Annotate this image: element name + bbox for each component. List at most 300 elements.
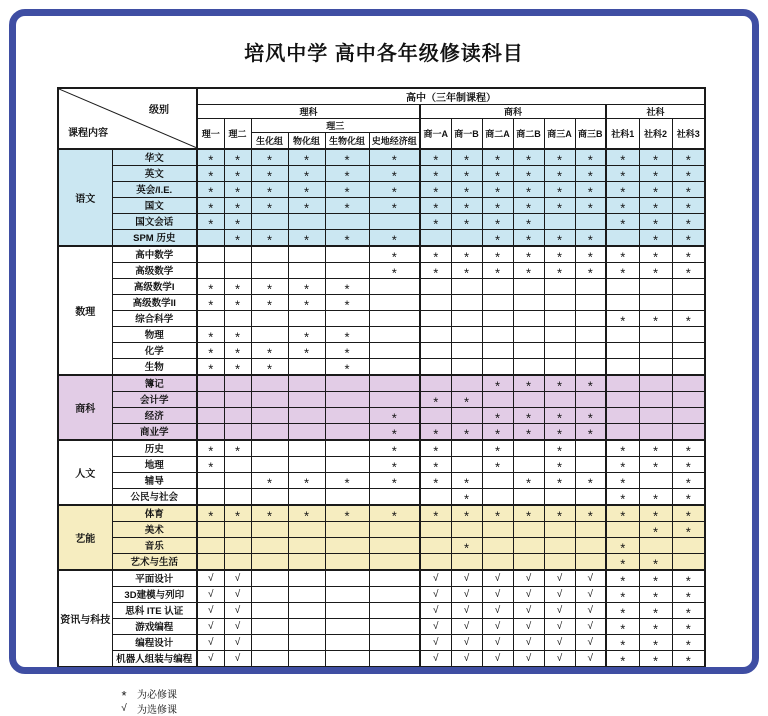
required-mark-cell	[420, 423, 451, 440]
mark: *	[587, 200, 593, 213]
mark: *	[234, 281, 241, 294]
mark: *	[685, 475, 691, 488]
legend-elective-line	[118, 701, 768, 716]
empty-cell	[451, 440, 482, 457]
subject-label: 辅导	[112, 472, 197, 488]
mark: *	[685, 637, 691, 650]
empty-cell	[544, 213, 575, 229]
empty-cell	[513, 294, 544, 310]
required-mark-cell	[288, 165, 325, 181]
empty-cell	[251, 570, 288, 587]
empty-cell	[224, 310, 251, 326]
mark: *	[433, 265, 439, 278]
mark: *	[685, 443, 691, 456]
empty-cell	[544, 553, 575, 570]
required-mark-cell	[325, 229, 369, 246]
empty-cell	[513, 358, 544, 375]
elective-mark-cell	[197, 650, 224, 667]
empty-cell	[325, 440, 369, 457]
elective-mark-cell	[224, 618, 251, 634]
subject-label: 高中数学	[112, 246, 197, 263]
column-header: 理二	[224, 119, 251, 149]
required-mark-cell	[369, 423, 420, 440]
empty-cell	[197, 407, 224, 423]
empty-cell	[639, 537, 672, 553]
required-mark-cell	[420, 391, 451, 407]
required-mark-cell	[369, 149, 420, 166]
required-mark-cell	[224, 505, 251, 522]
mark: *	[652, 621, 659, 634]
subject-label: 历史	[112, 440, 197, 457]
mark: *	[208, 297, 214, 310]
mark: *	[494, 200, 501, 213]
elective-mark-cell	[482, 570, 513, 587]
mark: √	[208, 636, 214, 648]
empty-cell	[288, 602, 325, 618]
required-mark-cell	[606, 310, 639, 326]
required-mark-cell	[224, 181, 251, 197]
empty-cell	[606, 407, 639, 423]
required-mark-cell	[513, 165, 544, 181]
mark: √	[556, 588, 563, 600]
required-mark-cell	[482, 407, 513, 423]
empty-cell	[451, 342, 482, 358]
mark: *	[433, 200, 439, 213]
required-mark-cell	[544, 197, 575, 213]
empty-cell	[197, 553, 224, 570]
empty-cell	[224, 537, 251, 553]
required-mark-cell	[251, 229, 288, 246]
required-mark-cell	[606, 586, 639, 602]
empty-cell	[224, 375, 251, 392]
required-mark-cell	[544, 149, 575, 166]
mark: *	[494, 168, 501, 181]
elective-mark-cell	[224, 650, 251, 667]
mark: √	[494, 652, 501, 664]
table-row	[58, 294, 705, 310]
table-row	[58, 602, 705, 618]
required-mark-cell	[639, 181, 672, 197]
required-mark-cell	[513, 229, 544, 246]
empty-cell	[197, 375, 224, 392]
mark: *	[303, 297, 310, 310]
mark: √	[208, 620, 214, 632]
column-header: 商一B	[451, 119, 482, 149]
mark: *	[620, 637, 626, 650]
empty-cell	[575, 213, 606, 229]
empty-cell	[251, 407, 288, 423]
required-mark-cell	[482, 149, 513, 166]
required-mark-cell	[224, 440, 251, 457]
empty-cell	[606, 278, 639, 294]
mark: *	[525, 152, 532, 165]
empty-cell	[420, 375, 451, 392]
required-mark-cell	[288, 229, 325, 246]
required-mark-cell	[575, 149, 606, 166]
mark: *	[303, 281, 310, 294]
empty-cell	[288, 391, 325, 407]
required-mark-cell	[606, 570, 639, 587]
mark: *	[463, 540, 470, 553]
empty-cell	[606, 521, 639, 537]
empty-cell	[639, 326, 672, 342]
required-mark-cell	[369, 407, 420, 423]
subject-label: 平面设计	[112, 570, 197, 587]
empty-cell	[575, 521, 606, 537]
required-mark-cell	[197, 505, 224, 522]
empty-cell	[288, 650, 325, 667]
column-header-li3: 理三	[251, 119, 420, 133]
elective-mark-cell	[575, 618, 606, 634]
mark: *	[525, 265, 532, 278]
empty-cell	[451, 358, 482, 375]
elective-mark-cell	[197, 618, 224, 634]
required-mark-cell	[325, 326, 369, 342]
empty-cell	[420, 407, 451, 423]
required-mark-cell	[672, 197, 705, 213]
mark: *	[587, 265, 593, 278]
mark: *	[494, 265, 501, 278]
required-mark-cell	[251, 197, 288, 213]
empty-cell	[325, 310, 369, 326]
empty-cell	[369, 521, 420, 537]
mark: √	[525, 604, 532, 616]
required-mark-cell	[197, 358, 224, 375]
empty-cell	[325, 634, 369, 650]
required-mark-cell	[224, 149, 251, 166]
empty-cell	[224, 423, 251, 440]
elective-mark-cell	[451, 570, 482, 587]
required-mark-cell	[325, 342, 369, 358]
required-mark-cell	[672, 213, 705, 229]
mark: *	[685, 653, 691, 667]
empty-cell	[575, 537, 606, 553]
required-mark-cell	[544, 505, 575, 522]
required-mark-cell	[451, 423, 482, 440]
empty-cell	[325, 618, 369, 634]
mark: *	[463, 491, 470, 505]
subject-label: 体育	[112, 505, 197, 522]
table-row	[58, 197, 705, 213]
required-mark-cell	[575, 181, 606, 197]
required-mark-cell	[482, 375, 513, 392]
mark: *	[344, 508, 350, 521]
empty-cell	[288, 213, 325, 229]
required-mark-cell	[197, 440, 224, 457]
mark: *	[234, 168, 241, 181]
elective-mark-cell	[420, 634, 451, 650]
mark: *	[494, 216, 501, 229]
empty-cell	[251, 440, 288, 457]
empty-cell	[544, 294, 575, 310]
legend-required-line	[118, 686, 768, 701]
empty-cell	[513, 440, 544, 457]
required-mark-cell	[482, 181, 513, 197]
empty-cell	[288, 521, 325, 537]
mark: *	[208, 508, 214, 521]
empty-cell	[544, 342, 575, 358]
elective-mark-cell	[451, 650, 482, 667]
empty-cell	[369, 358, 420, 375]
mark: *	[620, 168, 626, 181]
required-mark-cell	[672, 634, 705, 650]
mark: *	[433, 459, 439, 472]
required-mark-cell	[544, 456, 575, 472]
empty-cell	[325, 586, 369, 602]
elective-mark-cell	[482, 650, 513, 667]
mark: *	[620, 508, 626, 521]
required-mark-cell	[513, 423, 544, 440]
subject-label: 综合科学	[112, 310, 197, 326]
mark: *	[391, 459, 397, 472]
empty-cell	[251, 537, 288, 553]
empty-cell	[251, 586, 288, 602]
column-header: 生化组	[251, 133, 288, 149]
mark: *	[208, 216, 214, 229]
required-mark-cell	[606, 488, 639, 505]
required-mark-cell	[288, 294, 325, 310]
mark: *	[234, 152, 241, 165]
mark: *	[587, 508, 593, 521]
required-mark-cell	[251, 294, 288, 310]
mark: √	[494, 604, 501, 616]
mark: *	[494, 459, 501, 472]
empty-cell	[482, 553, 513, 570]
mark: √	[234, 572, 241, 584]
subject-label: 机器人组装与编程	[112, 650, 197, 667]
empty-cell	[513, 488, 544, 505]
table-row	[58, 310, 705, 326]
mark: *	[685, 216, 691, 229]
empty-cell	[639, 375, 672, 392]
mark: *	[652, 589, 659, 602]
mark: *	[652, 216, 659, 229]
mark: *	[463, 249, 470, 262]
mark: √	[463, 572, 470, 584]
mark: *	[266, 475, 273, 488]
required-mark-cell	[288, 326, 325, 342]
required-mark-cell	[325, 505, 369, 522]
required-mark-cell	[420, 456, 451, 472]
mark: √	[208, 572, 214, 584]
mark: *	[463, 152, 470, 165]
empty-cell	[420, 537, 451, 553]
mark: *	[652, 524, 659, 537]
required-mark-cell	[325, 294, 369, 310]
empty-cell	[420, 342, 451, 358]
empty-cell	[288, 423, 325, 440]
mark: *	[525, 249, 532, 262]
mark: *	[391, 475, 397, 488]
mark: √	[525, 636, 532, 648]
empty-cell	[251, 602, 288, 618]
subject-label: 高级数学II	[112, 294, 197, 310]
mark: *	[303, 152, 310, 165]
mark: *	[685, 459, 691, 472]
column-header: 社科2	[639, 119, 672, 149]
mark: *	[587, 232, 593, 246]
empty-cell	[288, 440, 325, 457]
required-mark-cell	[251, 472, 288, 488]
empty-cell	[420, 278, 451, 294]
mark: √	[234, 620, 241, 632]
empty-cell	[482, 278, 513, 294]
empty-cell	[224, 391, 251, 407]
empty-cell	[325, 213, 369, 229]
required-mark-cell	[606, 634, 639, 650]
table-row	[58, 326, 705, 342]
empty-cell	[639, 391, 672, 407]
mark: √	[234, 604, 241, 616]
mark: *	[652, 265, 659, 278]
required-mark-cell	[575, 197, 606, 213]
required-mark-cell	[639, 165, 672, 181]
table-row	[58, 553, 705, 570]
subject-label: 高级数学I	[112, 278, 197, 294]
mark: *	[587, 168, 593, 181]
empty-cell	[482, 537, 513, 553]
mark: *	[494, 378, 501, 391]
empty-cell	[639, 342, 672, 358]
mark: √	[433, 652, 439, 664]
empty-cell	[369, 326, 420, 342]
mark: √	[494, 636, 501, 648]
empty-cell	[420, 326, 451, 342]
mark: *	[620, 184, 626, 197]
empty-cell	[420, 488, 451, 505]
empty-cell	[672, 375, 705, 392]
required-mark-cell	[575, 229, 606, 246]
required-mark-cell	[369, 197, 420, 213]
mark: *	[525, 475, 532, 488]
empty-cell	[251, 650, 288, 667]
empty-cell	[197, 246, 224, 263]
mark: *	[620, 491, 626, 505]
mark: *	[433, 508, 439, 521]
mark: *	[685, 168, 691, 181]
required-mark-cell	[369, 229, 420, 246]
empty-cell	[325, 262, 369, 278]
required-mark-cell	[672, 149, 705, 166]
required-mark-cell	[513, 472, 544, 488]
elective-mark-cell	[482, 618, 513, 634]
required-mark-cell	[513, 246, 544, 263]
mark: *	[266, 345, 273, 358]
required-mark-cell	[639, 229, 672, 246]
corner-cell	[58, 88, 197, 149]
row-group-label: 语文	[58, 149, 112, 246]
required-mark-cell	[575, 165, 606, 181]
mark: √	[433, 620, 439, 632]
empty-cell	[369, 488, 420, 505]
mark: *	[652, 313, 659, 326]
required-mark-cell	[606, 650, 639, 667]
empty-cell	[251, 391, 288, 407]
empty-cell	[224, 456, 251, 472]
subject-label: 地理	[112, 456, 197, 472]
empty-cell	[288, 375, 325, 392]
empty-cell	[197, 521, 224, 537]
empty-cell	[197, 423, 224, 440]
empty-cell	[325, 521, 369, 537]
empty-cell	[288, 553, 325, 570]
empty-cell	[639, 423, 672, 440]
mark: *	[620, 249, 626, 262]
empty-cell	[513, 537, 544, 553]
mark: *	[344, 232, 350, 246]
required-mark-cell	[575, 407, 606, 423]
elective-mark-cell	[420, 618, 451, 634]
required-mark-cell	[639, 521, 672, 537]
mark: *	[685, 200, 691, 213]
required-mark-cell	[288, 505, 325, 522]
elective-mark-cell	[451, 634, 482, 650]
diagonal-line-icon	[59, 89, 196, 148]
required-mark-cell	[482, 262, 513, 278]
mark: *	[556, 475, 563, 488]
empty-cell	[451, 375, 482, 392]
empty-cell	[672, 537, 705, 553]
empty-cell	[482, 391, 513, 407]
required-mark-cell	[639, 570, 672, 587]
required-mark-cell	[197, 213, 224, 229]
mark: *	[391, 426, 397, 440]
empty-cell	[369, 537, 420, 553]
mark: *	[685, 605, 691, 618]
subject-label: 英会/I.E.	[112, 181, 197, 197]
empty-cell	[606, 375, 639, 392]
empty-cell	[513, 521, 544, 537]
empty-cell	[288, 570, 325, 587]
required-mark-cell	[197, 165, 224, 181]
empty-cell	[369, 391, 420, 407]
mark: *	[556, 443, 563, 456]
required-mark-cell	[606, 537, 639, 553]
empty-cell	[288, 634, 325, 650]
elective-mark-cell	[482, 602, 513, 618]
column-header: 社科3	[672, 119, 705, 149]
required-mark-cell	[513, 407, 544, 423]
mark: √	[494, 620, 501, 632]
elective-mark-cell	[544, 650, 575, 667]
mark: *	[266, 232, 273, 246]
table-row	[58, 342, 705, 358]
mark: *	[234, 361, 241, 375]
empty-cell	[224, 553, 251, 570]
mark: √	[463, 620, 470, 632]
empty-cell	[420, 358, 451, 375]
table-row	[58, 246, 705, 263]
elective-mark-cell	[482, 634, 513, 650]
required-mark-cell	[639, 650, 672, 667]
mark: *	[433, 475, 439, 488]
empty-cell	[369, 553, 420, 570]
mark: *	[344, 200, 350, 213]
required-mark-cell	[482, 197, 513, 213]
mark: *	[556, 508, 563, 521]
row-group-label: 人文	[58, 440, 112, 505]
required-mark-cell	[672, 586, 705, 602]
mark: √	[234, 588, 241, 600]
subjects-table	[57, 87, 706, 668]
empty-cell	[325, 375, 369, 392]
mark: *	[525, 216, 532, 229]
required-mark-cell	[606, 262, 639, 278]
mark: *	[685, 152, 691, 165]
required-mark-cell	[672, 570, 705, 587]
mark: *	[620, 573, 626, 586]
empty-cell	[197, 310, 224, 326]
